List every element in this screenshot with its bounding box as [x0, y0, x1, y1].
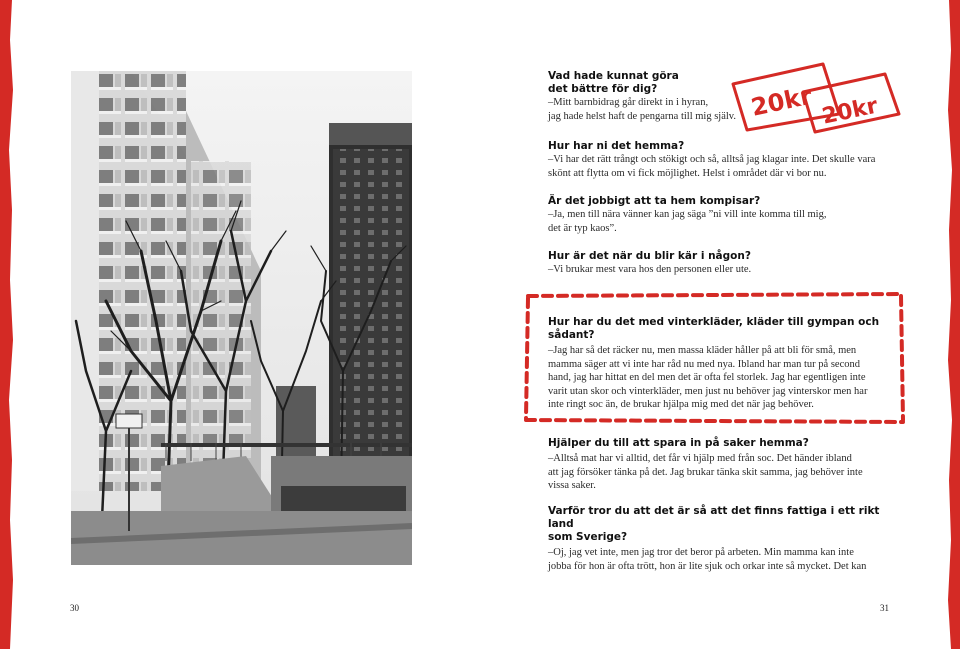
- box-question: Hur har du det med vinterkläder, kläder till gympan och sådant?: [548, 316, 880, 341]
- question-text: som Sverige?: [548, 531, 628, 543]
- answer-line: skönt att flytta om vi fick möjlighet. Helst i området där vi bor nu.: [548, 167, 827, 179]
- interview-block-6: [548, 505, 893, 573]
- box-answer-line: –Jag har så det räcker nu, men massa kläder håller på att bli för små, men: [548, 345, 857, 356]
- answer-line: –Vi har det rätt trångt och stökigt och så, alltså jag klagar inte. Det skulle vara: [548, 154, 876, 165]
- right-red-edge: [946, 0, 960, 649]
- page-number-left: 30: [70, 603, 79, 613]
- apartment-building-photo: [71, 71, 412, 565]
- page-number-right: 31: [880, 603, 889, 613]
- box-answer-line: mamma säger att vi inte har råd nu med nya. Ibland har man tur på second: [548, 358, 860, 370]
- answer-line: –Mitt barnbidrag går direkt in i hyran,: [548, 97, 709, 108]
- left-red-edge: [0, 0, 14, 649]
- stamp-text-2: 20kr: [819, 93, 881, 130]
- answer-line: jobba för hon är ofta trött, hon är lite sjuk och orkar inte så mycket. Det kan: [548, 560, 867, 572]
- answer-line: –Alltså mat har vi alltid, det får vi hjälp med från soc. Det händer ibland: [548, 453, 852, 464]
- interview-block-5: [548, 437, 893, 493]
- question-text: Varför tror du att det är så att det finns fattiga i ett rikt land: [548, 505, 880, 530]
- interview-block-3: [548, 195, 893, 235]
- interview-block-1: [548, 70, 893, 123]
- answer-line: jag hade helst haft de pengarna till mig själv.: [548, 110, 736, 122]
- answer-line: att jag försöker tänka på det. Jag brukar tänka skit samma, jag behöver inte: [548, 466, 863, 478]
- answer-line: –Oj, jag vet inte, men jag tror det beror på arbeten. Min mamma kan inte: [548, 547, 854, 558]
- answer-line: det är typ kaos”.: [548, 222, 617, 234]
- box-answer-line: varit utan skor och vinterkläder, men just nu behöver jag vinterskor men har: [548, 385, 868, 397]
- question-text: Hur är det när du blir kär i någon?: [548, 250, 751, 262]
- answer-line: vissa saker.: [548, 480, 596, 492]
- answer-line: –Vi brukar mest vara hos den personen eller ute.: [548, 264, 752, 275]
- question-text: Hjälper du till att spara in på saker hemma?: [548, 437, 809, 449]
- box-answer-line: hand, jag har hittat en del men det är ofta fel storlek. Jag har egentligen inte: [548, 372, 866, 384]
- stamp-text-1: 20kr: [748, 81, 815, 122]
- interview-block-2: [548, 140, 893, 180]
- question-text: Vad hade kunnat göra det bättre för dig?: [548, 70, 679, 95]
- interview-block-4: [548, 250, 893, 277]
- question-text: Är det jobbigt att ta hem kompisar?: [548, 195, 761, 207]
- highlight-box-content: [548, 316, 893, 412]
- answer-line: –Ja, men till nära vänner kan jag säga ”ni vill inte komma till mig,: [548, 209, 827, 220]
- box-answer-line: inte ringt soc än, de brukar hjälpa mig med det när jag behöver.: [548, 399, 814, 411]
- question-text: Hur har ni det hemma?: [548, 140, 685, 152]
